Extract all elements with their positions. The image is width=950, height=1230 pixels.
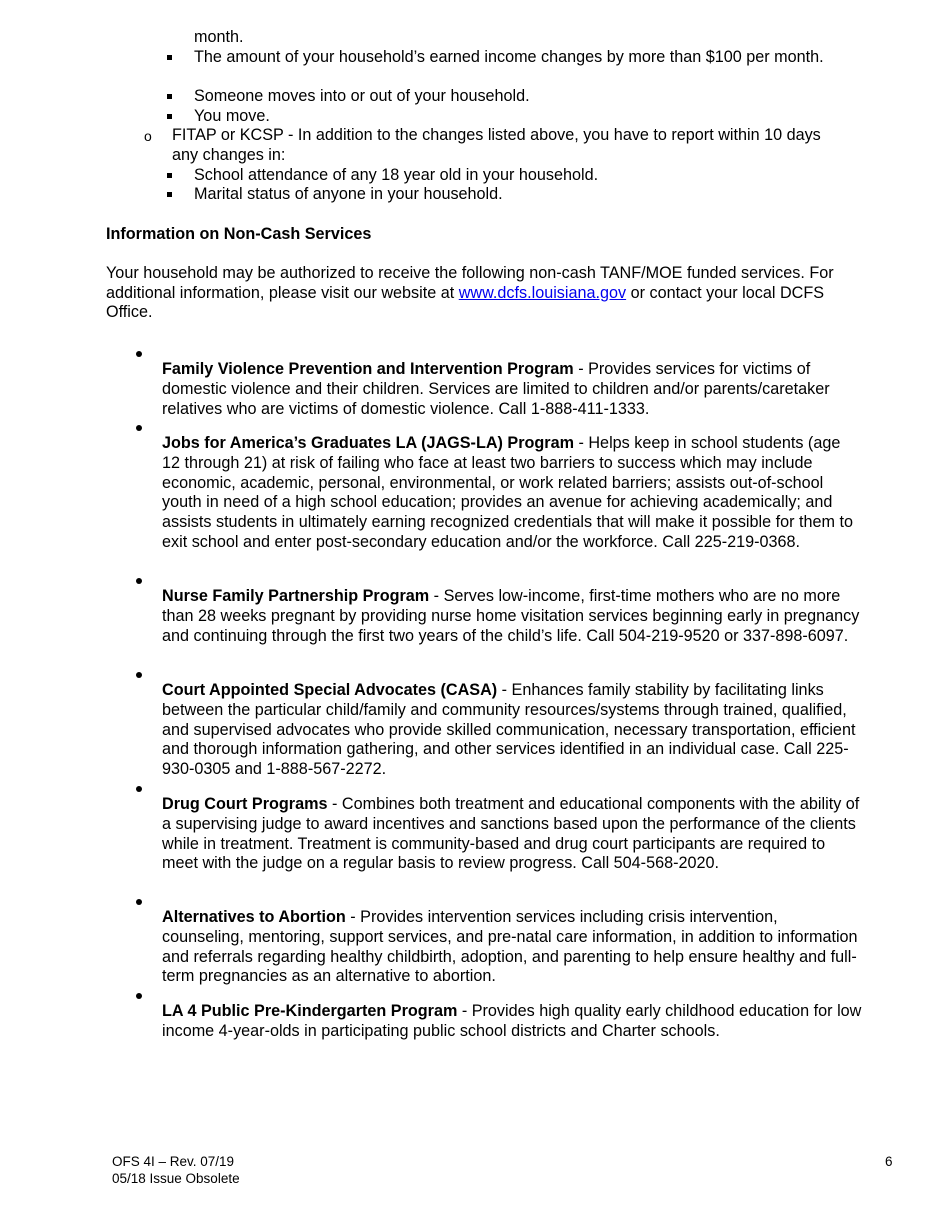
program-item-jags-la [162, 418, 862, 569]
program-description: - Helps keep in school students (age 12 through 21) at risk of failing who face at least two barriers to success which may include economic, academic, personal, environmental, or work related barriers; assists out-of-school youth in need of a high school education; provides an avenue for achieving academically; and assists students in ultimately earning recognized credentials that will make it possible for them to exit school and enter post-secondary education and/or the workforce. Call 225-219-0368. [162, 434, 853, 551]
program-description: - Combines both treatment and educational components with the ability of a supervising judge to award incentives and sanctions based upon the performance of the clients while in treatment. Treatment is community-based and drug court participants are required to meet with the judge on a regular basis to review progress. Call 504-568-2020. [162, 795, 860, 873]
list-item: The amount of your household’s earned income changes by more than $100 per month. [194, 48, 834, 68]
program-description: - Provides high quality early childhood education for low income 4-year-olds in participating public school districts and Charter schools. [162, 1002, 862, 1040]
program-description: - Enhances family stability by facilitating links between the particular child/family and community resources/systems through trained, qualified, and supervised advocates who provide skilled communication, necessary transportation, efficient and thorough information gathering, and other services identified in an individual case. Call 225-930-0305 and 1-888-567-2272. [162, 681, 856, 778]
program-description: - Provides services for victims of domestic violence and their children. Services are limited to children and/or parents/caretaker relatives who are victims of domestic violence. Call 1-888-411-1333. [162, 360, 830, 418]
intro-paragraph [106, 264, 866, 323]
program-name: Alternatives to Abortion [162, 908, 346, 927]
program-name: Nurse Family Partnership Program [162, 587, 430, 606]
list-item: Marital status of anyone in your household. [194, 185, 503, 203]
footer-obsolete-note: 05/18 Issue Obsolete [112, 1171, 240, 1186]
footer-form-id: OFS 4I – Rev. 07/19 [112, 1154, 235, 1169]
list-item: You move. [194, 107, 270, 125]
program-name: Court Appointed Special Advocates (CASA) [162, 681, 498, 700]
dcfs-website-link[interactable]: www.dcfs.louisiana.gov [458, 283, 627, 302]
program-item-nurse-family [162, 571, 862, 662]
section-heading: Information on Non-Cash Services [106, 225, 372, 243]
continued-text: month. [194, 28, 244, 46]
program-name: Drug Court Programs [162, 795, 328, 814]
list-item: Someone moves into or out of your household. [194, 87, 530, 105]
page-number: 6 [885, 1154, 893, 1169]
program-item-casa [162, 665, 862, 796]
program-description: - Provides intervention services including crisis intervention, counseling, mentoring, support services, and pre-natal care information, in addition to information and referrals regarding healthy childbirth, adoption, and parenting to help ensure healthy and full-term pregnancies as an alternative to abortion. [162, 908, 858, 986]
program-name: LA 4 Public Pre-Kindergarten Program [162, 1002, 458, 1021]
program-name: Family Violence Prevention and Intervention Program [162, 360, 574, 379]
list-item: School attendance of any 18 year old in your household. [194, 166, 599, 184]
program-item-la4 [162, 986, 862, 1058]
circle-bullet-icon: o [144, 128, 152, 144]
program-name: Jobs for America’s Graduates LA (JAGS-LA) Program [162, 434, 574, 453]
intro-text: Your household may be authorized to receive the following non-cash TANF/MOE funded services. For additional information, please visit our website at [106, 264, 834, 302]
fitap-kcsp-subheading: FITAP or KCSP - In addition to the changes listed above, you have to report within 10 days any changes in: [172, 126, 821, 164]
program-description: - Serves low-income, first-time mothers who are no more than 28 weeks pregnant by providing nurse home visitation services beginning early in pregnancy and continuing through the first two years of the child’s life. Call 504-219-9520 or 337-898-6097. [162, 587, 860, 645]
program-item-drug-court [162, 779, 862, 890]
intro-text-end: or contact your local DCFS Office. [106, 283, 825, 322]
